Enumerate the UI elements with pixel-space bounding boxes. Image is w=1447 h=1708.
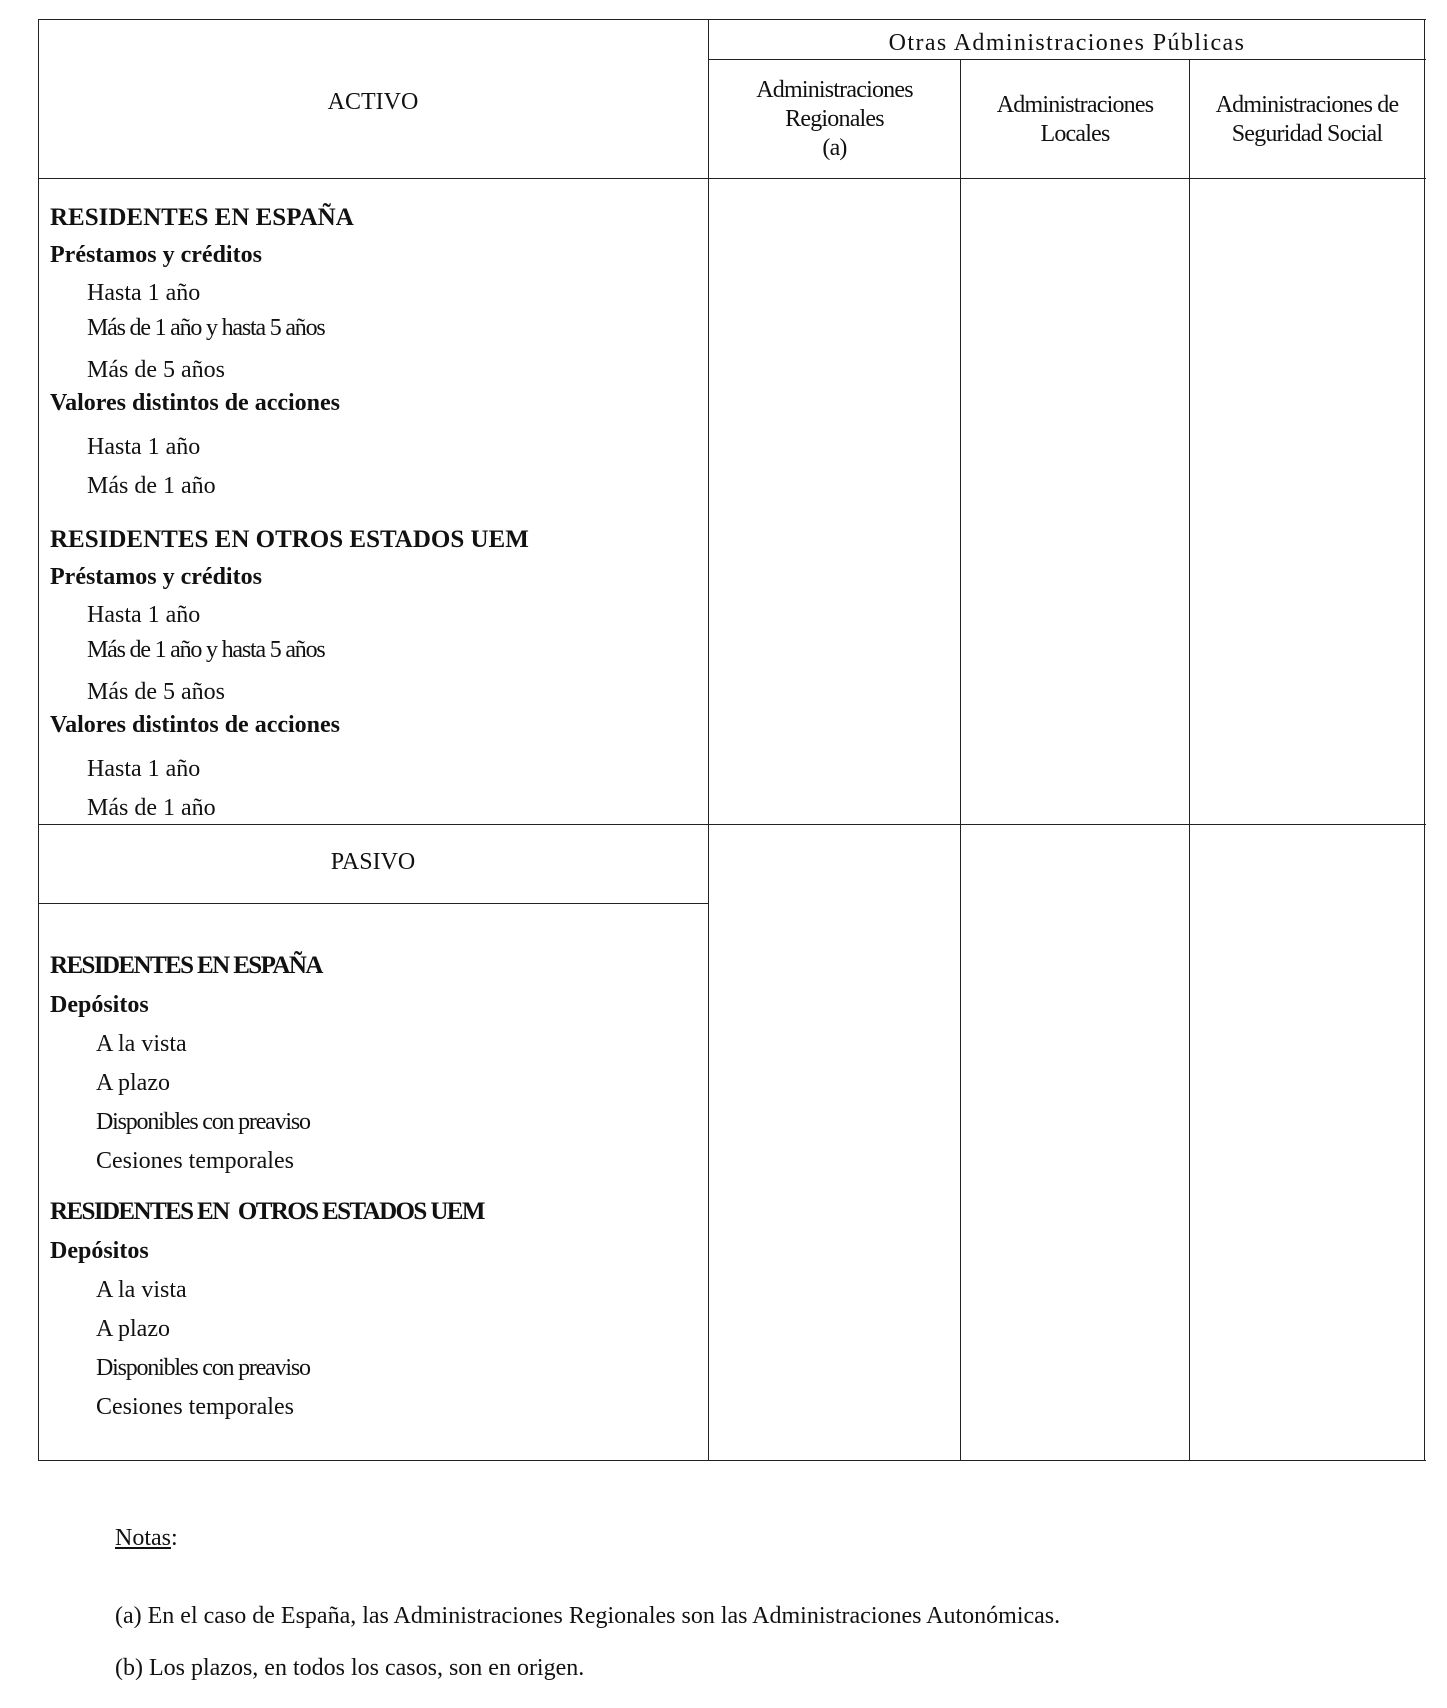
activo-row-label: Más de 1 año [87,795,216,821]
table-border-bottom [38,1460,1426,1461]
pasivo-row-label: Cesiones temporales [96,1394,294,1420]
pasivo-subtitle-depositos-uem: Depósitos [50,1238,149,1264]
column-header-regionales-line3: (a) [822,135,847,161]
activo-row-label: Hasta 1 año [87,602,201,628]
pasivo-row-label: A la vista [96,1031,187,1057]
activo-row-label: Hasta 1 año [87,756,201,782]
note-a: (a) En el caso de España, las Administraciones Regionales son las Administraciones Autonómicas. [115,1603,1061,1629]
pasivo-header: PASIVO [330,849,416,875]
column-header-regionales-line2: Regionales [785,106,884,132]
column-header-locales-line2: Locales [1040,121,1110,147]
pasivo-row-label: Disponibles con preaviso [96,1355,310,1381]
activo-header: ACTIVO [327,89,419,115]
table-border-right [1424,19,1425,1461]
pasivo-section-title-uem: RESIDENTES EN OTROS ESTADOS UEM [50,1198,484,1225]
activo-row-label: Más de 5 años [87,357,225,383]
activo-row-label: Más de 1 año y hasta 5 años [87,315,325,341]
activo-subtitle-prestamos-uem: Préstamos y créditos [50,564,262,590]
column-divider-3 [1189,59,1190,1461]
pasivo-row-label: Disponibles con preaviso [96,1109,310,1135]
table-border-top [38,19,1426,20]
activo-bottom-border [38,824,1426,825]
notes-heading-colon: : [171,1525,178,1551]
column-divider-2 [960,59,961,1461]
activo-row-label: Hasta 1 año [87,434,201,460]
column-header-seguridad-social-line1: Administraciones de [1215,92,1399,118]
group-header-divider [709,59,1426,60]
activo-section-title-uem: RESIDENTES EN OTROS ESTADOS UEM [50,526,529,553]
activo-subtitle-valores-uem: Valores distintos de acciones [50,712,341,738]
activo-row-label: Más de 1 año y hasta 5 años [87,637,325,663]
activo-row-label: Más de 5 años [87,679,225,705]
activo-section-title-espana: RESIDENTES EN ESPAÑA [50,204,354,231]
column-header-seguridad-social [1190,91,1424,149]
activo-row-label: Más de 1 año [87,473,216,499]
pasivo-section-title-espana: RESIDENTES EN ESPAÑA [50,952,322,979]
pasivo-row-label: Cesiones temporales [96,1148,294,1174]
notes-heading [115,1524,178,1552]
group-header-title: Otras Administraciones Públicas [888,30,1246,56]
column-header-seguridad-social-line2: Seguridad Social [1231,121,1383,147]
pasivo-row-label: A plazo [96,1070,170,1096]
notes-heading-label: Notas [115,1525,171,1551]
pasivo-row-label: A la vista [96,1277,187,1303]
column-header-regionales [709,76,960,163]
note-b: (b) Los plazos, en todos los casos, son en origen. [115,1655,585,1681]
activo-row-label: Hasta 1 año [87,280,201,306]
pasivo-row-label: A plazo [96,1316,170,1342]
column-header-regionales-line1: Administraciones [756,77,913,103]
activo-subtitle-valores-espana: Valores distintos de acciones [50,390,341,416]
column-divider-1 [708,19,709,1461]
activo-subtitle-prestamos-espana: Préstamos y créditos [50,242,262,268]
pasivo-subtitle-depositos-espana: Depósitos [50,992,149,1018]
column-header-locales [961,91,1189,149]
header-bottom-border [38,178,1426,179]
table-border-left [38,19,39,1461]
pasivo-label-divider [38,903,709,904]
column-header-locales-line1: Administraciones [996,92,1154,118]
